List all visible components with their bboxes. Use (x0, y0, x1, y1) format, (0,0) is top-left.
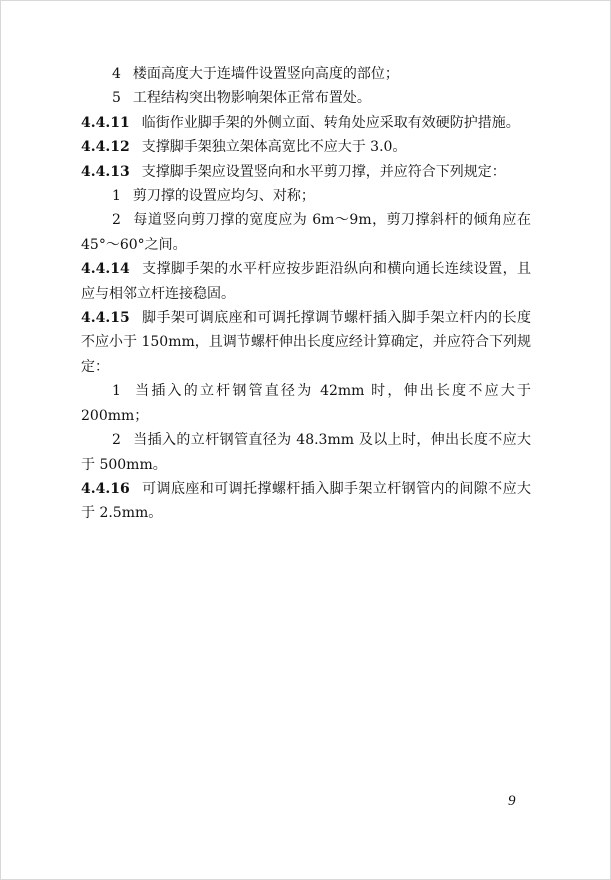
document-body (81, 62, 531, 526)
clause-4-4-11 (81, 111, 531, 135)
item-number: 4 (112, 66, 121, 82)
clause-text: 可调底座和可调托撑螺杆插入脚手架立杆钢管内的间隙不应大于 2.5mm。 (81, 480, 531, 522)
list-item (81, 379, 531, 428)
clause-number: 4.4.15 (81, 310, 130, 327)
clause-text: 脚手架可调底座和可调托撑调节螺杆插入脚手架立杆内的长度不应小于 150mm，且调节螺杆伸出长度应经计算确定，并应符合下列规定： (81, 310, 531, 375)
item-text: 楼面高度大于连墙件设置竖向高度的部位； (132, 66, 399, 82)
list-item (81, 184, 531, 208)
item-number: 5 (112, 90, 121, 107)
list-item (81, 428, 531, 477)
item-text: 当插入的立杆钢管直径为 48.3mm 及以上时，伸出长度不应大于 500mm。 (81, 432, 531, 473)
clause-4-4-16 (81, 477, 531, 526)
item-number: 1 (112, 188, 121, 205)
clause-4-4-13 (81, 160, 531, 184)
clause-4-4-15 (81, 306, 531, 379)
page-number: 9 (508, 793, 516, 809)
clause-text: 支撑脚手架应设置竖向和水平剪刀撑，并应符合下列规定： (141, 163, 506, 180)
clause-number: 4.4.14 (81, 261, 130, 278)
item-text: 当插入的立杆钢管直径为 42mm 时，伸出长度不应大于 200mm； (81, 383, 531, 424)
list-item (81, 208, 531, 257)
clause-text: 临街作业脚手架的外侧立面、转角处应采取有效硬防护措施。 (141, 114, 520, 131)
item-text: 每道竖向剪刀撑的宽度应为 6m～9m，剪刀撑斜杆的倾角应在 45°～60°之间。 (81, 212, 531, 253)
clause-number: 4.4.12 (81, 139, 130, 156)
clause-4-4-14 (81, 257, 531, 306)
clause-text: 支撑脚手架的水平杆应按步距沿纵向和横向通长连续设置，且应与相邻立杆连接稳固。 (81, 261, 531, 302)
clause-text: 支撑脚手架独立架体高宽比不应大于 3.0。 (141, 139, 407, 156)
clause-4-4-12 (81, 135, 531, 159)
list-item (81, 86, 531, 110)
clause-number: 4.4.11 (81, 114, 130, 131)
clause-number: 4.4.13 (81, 163, 130, 180)
item-text: 剪刀撑的设置应均匀、对称； (132, 188, 315, 205)
item-number: 2 (112, 212, 121, 229)
item-number: 1 (112, 383, 121, 400)
item-text: 工程结构突出物影响架体正常布置处。 (132, 90, 371, 107)
item-number: 2 (112, 432, 121, 449)
list-item (81, 62, 531, 86)
clause-number: 4.4.16 (81, 480, 130, 497)
